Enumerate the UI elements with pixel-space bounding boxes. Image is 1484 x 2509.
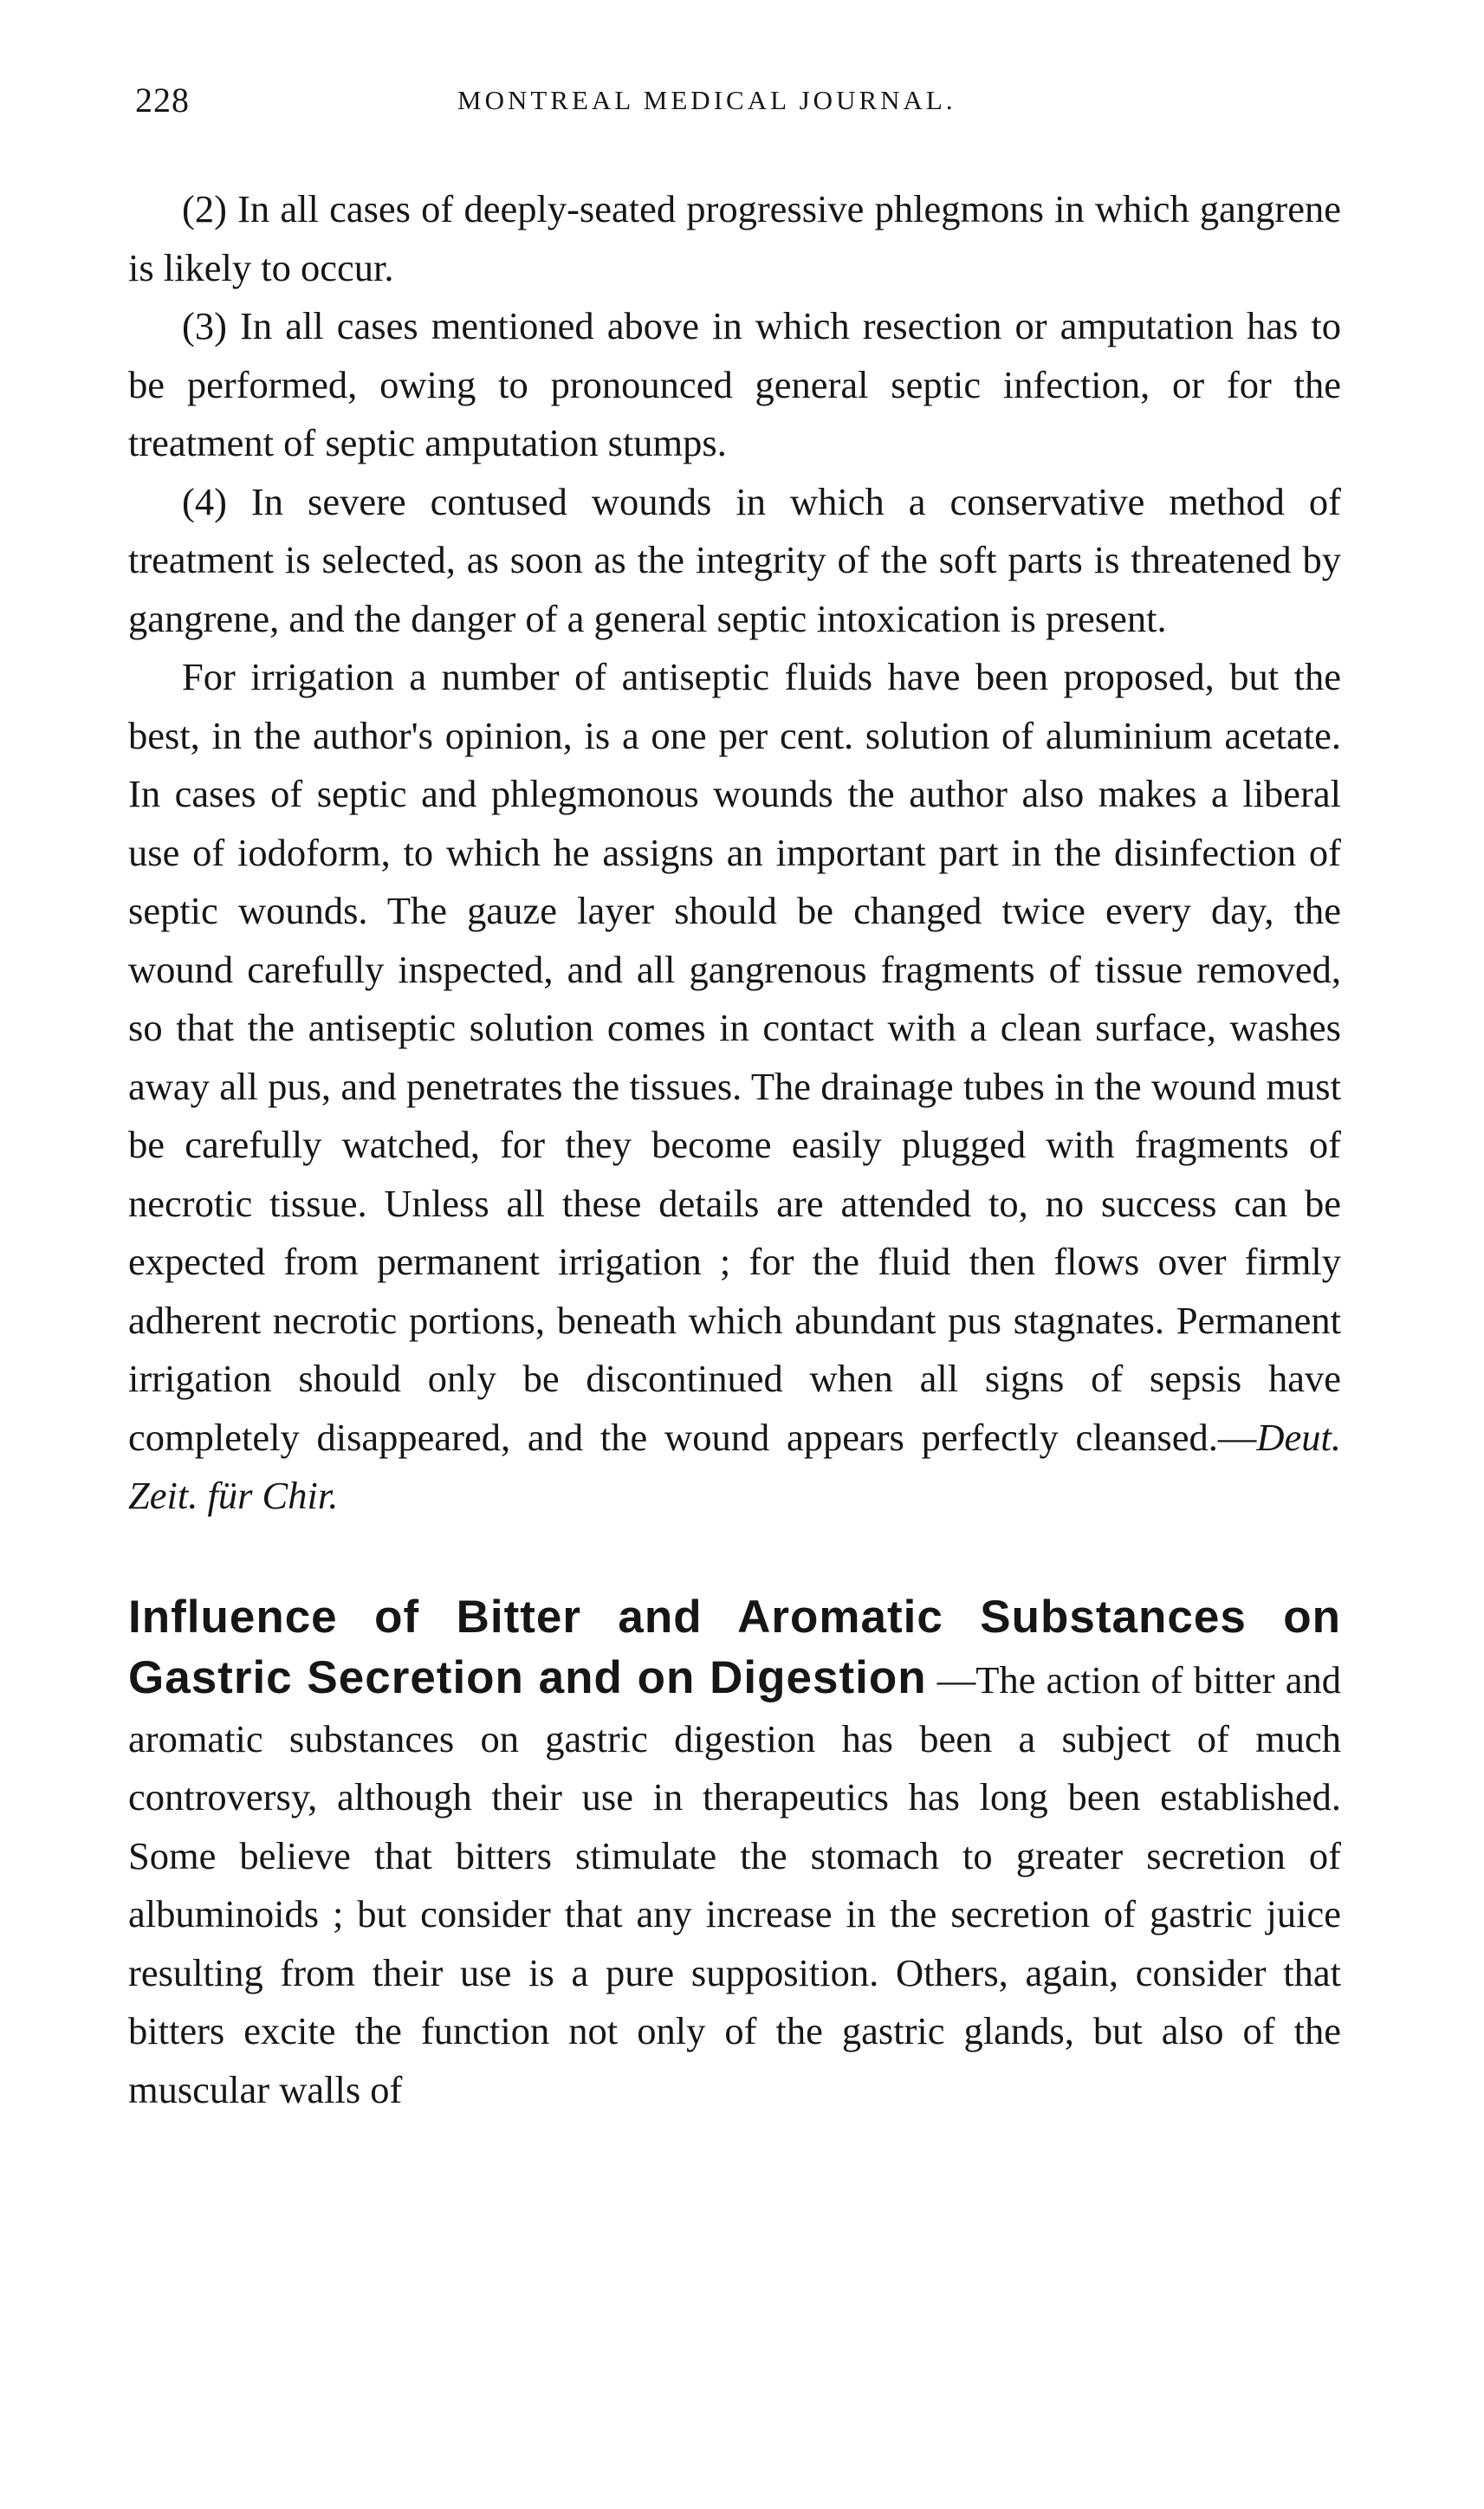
paragraph-irrigation-text: For irrigation a number of antiseptic fluids have been proposed, but the best, in the author's opinion, is a one per cent. solution of aluminium acetate. In cases of septic and phlegmonous wounds the author also makes a liberal use of iodoform, to which he assigns an important part in the disinfection of septic wounds. The gauze layer should be changed twice every day, the wound carefully inspected, and all gangrenous fragments of tissue removed, so that the antiseptic solution comes in contact with a clean surface, washes away all pus, and penetrates the tissues. The drainage tubes in the wound must be carefully watched, for they become easily plugged with fragments of necrotic tissue. Unless all these details are attended to, no success can be expected from permanent irrigation ; for the fluid then flows over firmly adherent necrotic portions, beneath which abundant pus stagnates. Permanent irrigation should only be discontinued when all signs of sepsis have completely disappeared, and the wound appears perfectly cleansed.—: [128, 655, 1341, 1459]
heading-dash: —: [926, 1658, 976, 1702]
page-header: [128, 80, 1341, 132]
paragraph-item-4: (4) In severe contused wounds in which a conservative method of treatment is selected, as soon as the integrity of the soft parts is threatened by gangrene, and the danger of a general septic intoxication is present.: [128, 479, 1341, 640]
journal-page: [128, 80, 1341, 2119]
running-title: MONTREAL MEDICAL JOURNAL.: [457, 85, 956, 115]
section-gap: [128, 1526, 1341, 1588]
section-heading: Influence of Bitter and Aromatic Substances on Gastric Secretion and on Digestion: [128, 1591, 1341, 1703]
section-text: The action of bitter and aromatic substances on gastric digestion has been a subject of much controversy, although their use in therapeutics has long been established. Some believe that bitters stimulate the stomach to greater secretion of albuminoids ; but consider that any increase in the secretion of gastric juice resulting from their use is a pure supposition. Others, again, consider that bitters excite the function not only of the gastric glands, but also of the muscular walls of: [128, 1658, 1341, 2111]
paragraph-item-3: (3) In all cases mentioned above in which resection or amputation has to be performed, owing to pronounced general septic infection, or for the treatment of septic amputation stumps.: [128, 304, 1341, 464]
page-number: 228: [135, 81, 190, 120]
citation: Deut. Zeit. für Chir.: [128, 1415, 1341, 1517]
paragraph-item-2: (2) In all cases of deeply-seated progressive phlegmons in which gangrene is likely to occur.: [128, 187, 1341, 289]
paragraph-irrigation: [128, 648, 1341, 1526]
section-paragraph: [128, 1588, 1341, 2120]
